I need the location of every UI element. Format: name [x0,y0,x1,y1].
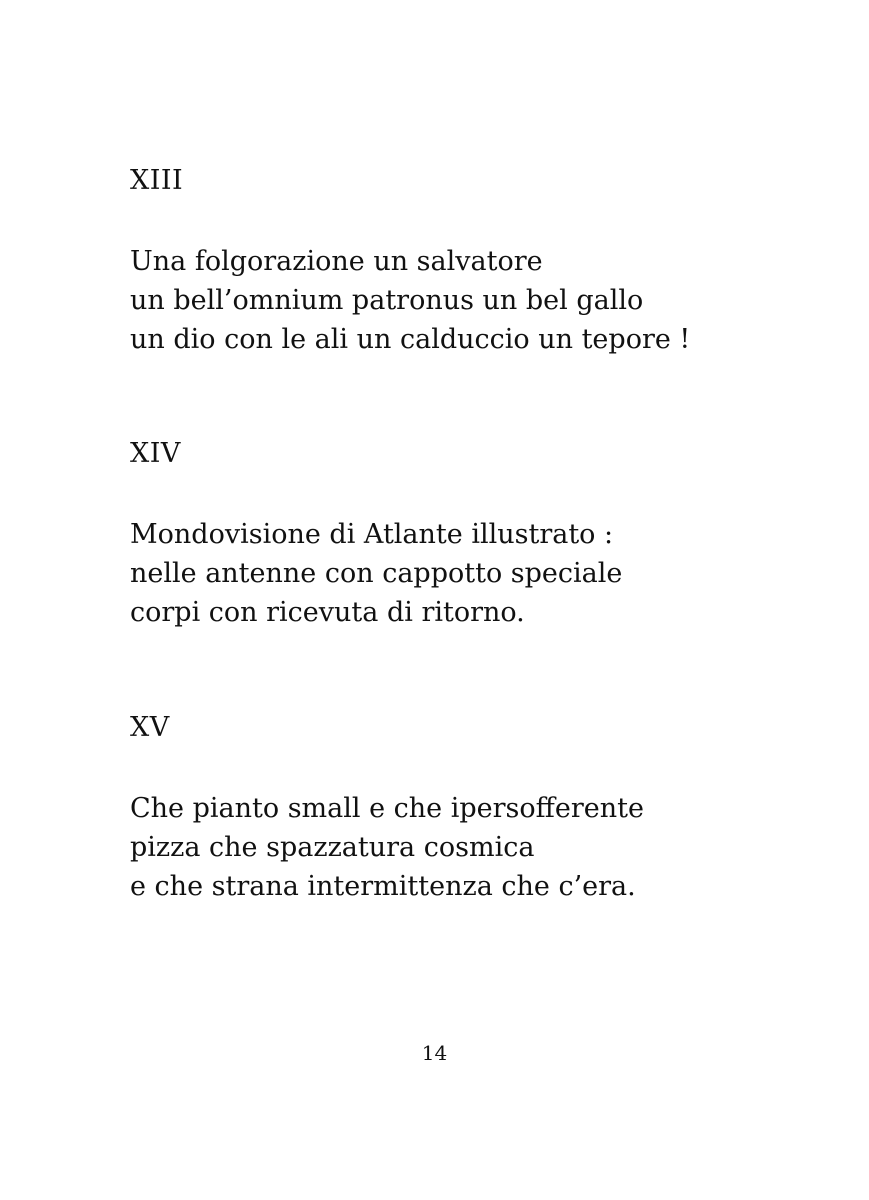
poem-section-xiii [130,165,830,359]
verse-line: Che pianto small e che ipersofferente [130,793,644,824]
stanza [130,515,830,632]
verse-line: un dio con le ali un calduccio un tepore ! [130,324,691,355]
poem-section-xiv [130,438,830,632]
verse-line: Una folgorazione un salvatore [130,246,543,277]
section-numeral: XIV [130,438,181,469]
verse-line: pizza che spazzatura cosmica [130,832,535,863]
page-number: 14 [421,1041,448,1065]
verse-line: Mondovisione di Atlante illustrato : [130,519,614,550]
section-numeral: XIII [130,165,184,196]
verse-line: nelle antenne con cappotto speciale [130,558,623,589]
verse-line: e che strana intermittenza che c’era. [130,871,636,902]
poem-section-xv [130,712,830,906]
verse-line: corpi con ricevuta di ritorno. [130,597,525,628]
stanza [130,789,830,906]
verse-line: un bell’omnium patronus un bel gallo [130,285,644,316]
section-numeral: XV [130,712,170,743]
stanza [130,242,830,359]
